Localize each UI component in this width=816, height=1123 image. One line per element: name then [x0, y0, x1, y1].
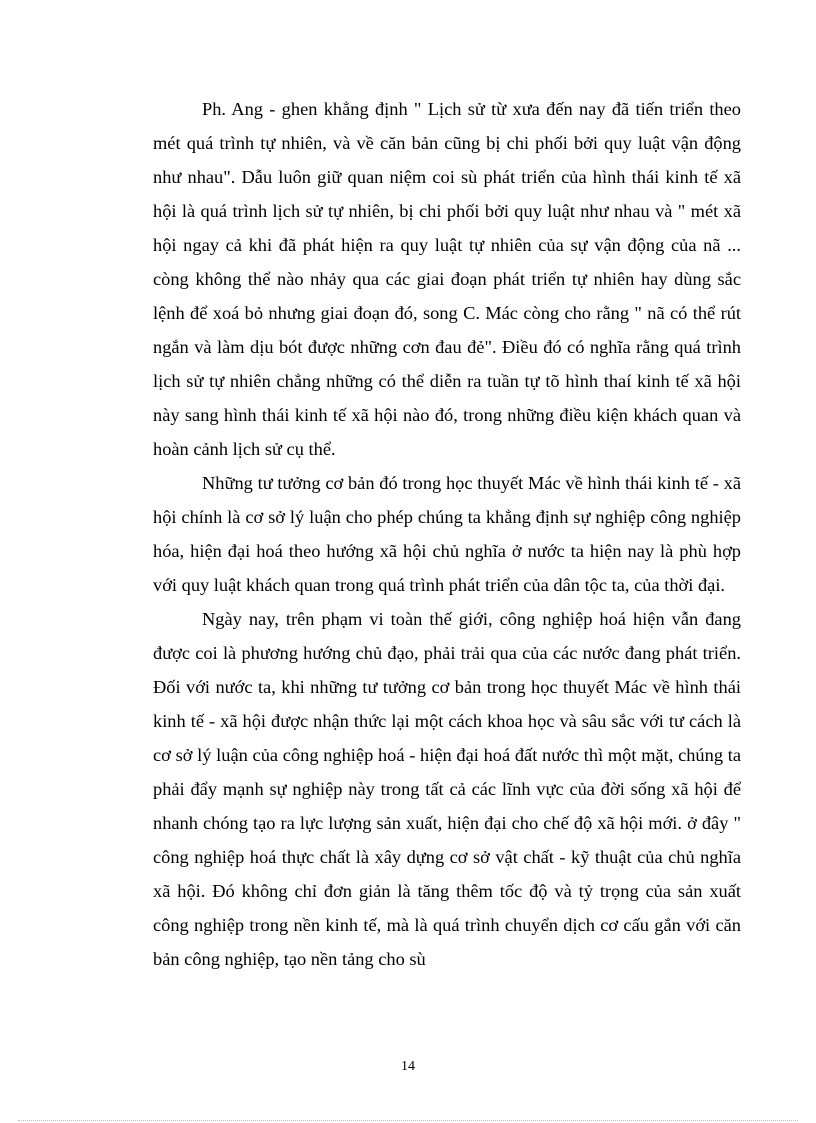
paragraph-1: Ph. Ang - ghen khẳng định " Lịch sử từ xưa đến nay đã tiến triển theo mét quá trình tự nhiên, và về căn bản cũng bị chi phối bởi quy luật vận động như nhau". Dẫu luôn giữ quan niệm coi sù phát triển của hình thái kinh tế xã hội là quá trình lịch sử tự nhiên, bị chi phối bởi quy luật như nhau và " mét xã hội ngay cả khi đã phát hiện ra quy luật tự nhiên của sự vận động của nã ... còng không thể nào nhảy qua các giai đoạn phát triển tự nhiên hay dùng sắc lệnh để xoá bỏ nhưng giai đoạn đó, song C. Mác còng cho rằng " nã có thể rút ngắn và làm dịu bót được những cơn đau đẻ". Điều đó có nghĩa rằng quá trình lịch sử tự nhiên chẳng những có thể diễn ra tuần tự tõ hình thaí kinh tế xã hội này sang hình thái kinh tế xã hội nào đó, trong những điều kiện khách quan và hoàn cảnh lịch sử cụ thể. — [153, 99, 741, 459]
page-number: 14 — [401, 1059, 415, 1074]
paragraph-2: Những tư tưởng cơ bản đó trong học thuyết Mác về hình thái kinh tế - xã hội chính là cơ sở lý luận cho phép chúng ta khẳng định sự nghiệp công nghiệp hóa, hiện đại hoá theo hướng xã hội chủ nghĩa ở nước ta hiện nay là phù hợp với quy luật khách quan trong quá trình phát triển của dân tộc ta, của thời đại. — [153, 473, 741, 595]
page-body — [153, 92, 741, 976]
page-bottom-divider — [18, 1120, 798, 1121]
paragraph-3: Ngày nay, trên phạm vi toàn thế giới, công nghiệp hoá hiện vẫn đang được coi là phương hướng chủ đạo, phải trải qua của các nước đang phát triển. Đối với nước ta, khi những tư tưởng cơ bản trong học thuyết Mác về hình thái kinh tế - xã hội được nhận thức lại một cách khoa học và sâu sắc với tư cách là cơ sở lý luận của công nghiệp hoá - hiện đại hoá đất nước thì một mặt, chúng ta phải đẩy mạnh sự nghiệp này trong tất cả các lĩnh vực của đời sống xã hội để nhanh chóng tạo ra lực lượng sản xuất, hiện đại cho chế độ xã hội mới. ở đây " công nghiệp hoá thực chất là xây dựng cơ sở vật chất - kỹ thuật của chủ nghĩa xã hội. Đó không chỉ đơn giản là tăng thêm tốc độ và tỷ trọng của sản xuất công nghiệp trong nền kinh tế, mà là quá trình chuyển dịch cơ cấu gắn với căn bản công nghiệp, tạo nền tảng cho sù — [153, 609, 741, 969]
